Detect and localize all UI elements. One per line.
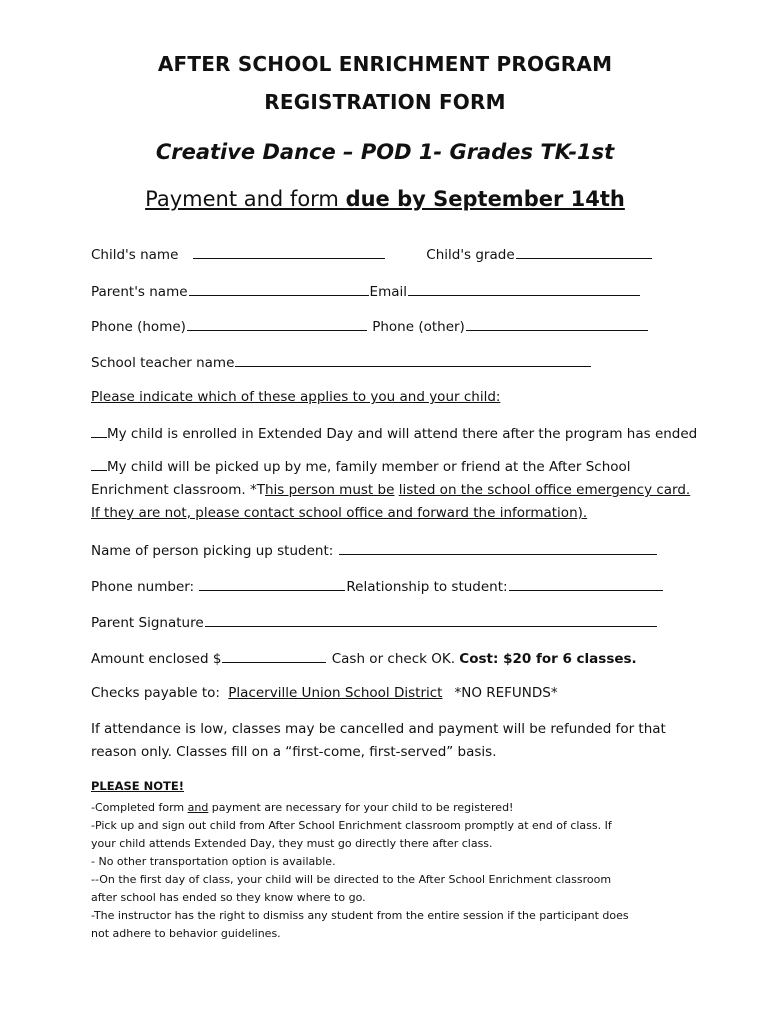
instruction-text: Please indicate which of these applies to you and your child: — [91, 389, 501, 405]
cost-text: Cost: $20 for 6 classes. — [459, 651, 637, 667]
signature-blank[interactable] — [205, 614, 657, 627]
pickup-phone-blank[interactable] — [199, 578, 345, 591]
relationship-blank[interactable] — [509, 578, 663, 591]
program-subtitle: Creative Dance – POD 1- Grades TK-1st — [155, 140, 615, 164]
note-4b: after school has ended so they know where to go. — [91, 891, 366, 904]
teacher-row — [91, 354, 592, 371]
signature-label: Parent Signature — [91, 615, 204, 631]
option1-text: My child is enrolled in Extended Day and will attend there after the program has ended — [107, 426, 698, 442]
cash-text: Cash or check OK. — [327, 651, 460, 667]
amount-label: Amount enclosed $ — [91, 651, 222, 667]
parent-name-blank[interactable] — [189, 283, 369, 296]
option2-line2-underlined2: listed on the school office emergency card. — [398, 482, 691, 498]
note-5a: -The instructor has the right to dismiss any student from the entire session if the participant does — [91, 909, 629, 922]
due-date-line — [0, 187, 770, 211]
form-title-line1: AFTER SCHOOL ENRICHMENT PROGRAM — [157, 52, 613, 76]
pickup-phone-row — [91, 578, 664, 595]
please-note-heading: PLEASE NOTE! — [91, 779, 184, 793]
attendance-paragraph — [91, 718, 691, 764]
no-refunds: *NO REFUNDS* — [454, 685, 558, 701]
option2-line1: My child will be picked up by me, family member or friend at the After School — [107, 459, 631, 475]
option-extended-day — [91, 425, 697, 442]
pickup-person-label: Name of person picking up student: — [91, 543, 338, 559]
form-title-line2: REGISTRATION FORM — [264, 90, 506, 114]
payee-name: Placerville Union School District — [228, 685, 443, 701]
amount-row — [91, 650, 637, 667]
phone-other-blank[interactable] — [466, 318, 648, 331]
pickup-phone-label: Phone number: — [91, 579, 199, 595]
pickup-person-blank[interactable] — [339, 542, 657, 555]
note1-pre: -Completed form — [91, 801, 188, 814]
attendance-line2: reason only. Classes fill on a “first-come, first-served” basis. — [91, 744, 497, 760]
note-4a: --On the first day of class, your child will be directed to the After School Enrichment classroom — [91, 873, 612, 886]
option2-line2-prefix: Enrichment classroom. *T — [91, 482, 265, 498]
checks-row — [91, 685, 558, 701]
attendance-line1: If attendance is low, classes may be cancelled and payment will be refunded for that — [91, 721, 666, 737]
due-date: due by September 14th — [345, 187, 625, 211]
note-1 — [91, 799, 691, 817]
parent-info-row — [91, 283, 641, 300]
phone-home-blank[interactable] — [187, 318, 367, 331]
option2-line2-underlined: his person must be — [264, 482, 395, 498]
email-blank[interactable] — [408, 283, 640, 296]
child-name-blank[interactable] — [193, 246, 385, 259]
option2-line3: If they are not, please contact school office and forward the information). — [91, 505, 588, 521]
note-2a: -Pick up and sign out child from After School Enrichment classroom promptly at end of class. If — [91, 819, 612, 832]
note-2b: your child attends Extended Day, they must go directly there after class. — [91, 837, 493, 850]
note1-and: and — [187, 801, 209, 814]
child-info-row — [91, 246, 653, 263]
phone-row — [91, 318, 649, 335]
note-5b: not adhere to behavior guidelines. — [91, 927, 281, 940]
child-grade-blank[interactable] — [516, 246, 652, 259]
option-pickup — [91, 456, 691, 525]
note-3: - No other transportation option is available. — [91, 855, 336, 868]
teacher-name-label: School teacher name — [91, 355, 235, 371]
option1-checkbox-blank[interactable] — [91, 425, 107, 438]
amount-blank[interactable] — [222, 650, 326, 663]
checks-label: Checks payable to: — [91, 685, 225, 701]
pickup-person-row — [91, 542, 658, 559]
option2-checkbox-blank[interactable] — [91, 458, 107, 471]
note1-post: payment are necessary for your child to be registered! — [208, 801, 514, 814]
teacher-name-blank[interactable] — [235, 354, 591, 367]
email-label: Email — [369, 284, 408, 300]
phone-other-label: Phone (other) — [372, 319, 465, 335]
due-prefix: Payment and form — [145, 187, 346, 211]
child-grade-label: Child's grade — [426, 247, 515, 263]
phone-home-label: Phone (home) — [91, 319, 186, 335]
signature-row — [91, 614, 658, 631]
child-name-label: Child's name — [91, 247, 179, 263]
relationship-label: Relationship to student: — [346, 579, 508, 595]
parent-name-label: Parent's name — [91, 284, 188, 300]
notes-list — [91, 799, 691, 943]
